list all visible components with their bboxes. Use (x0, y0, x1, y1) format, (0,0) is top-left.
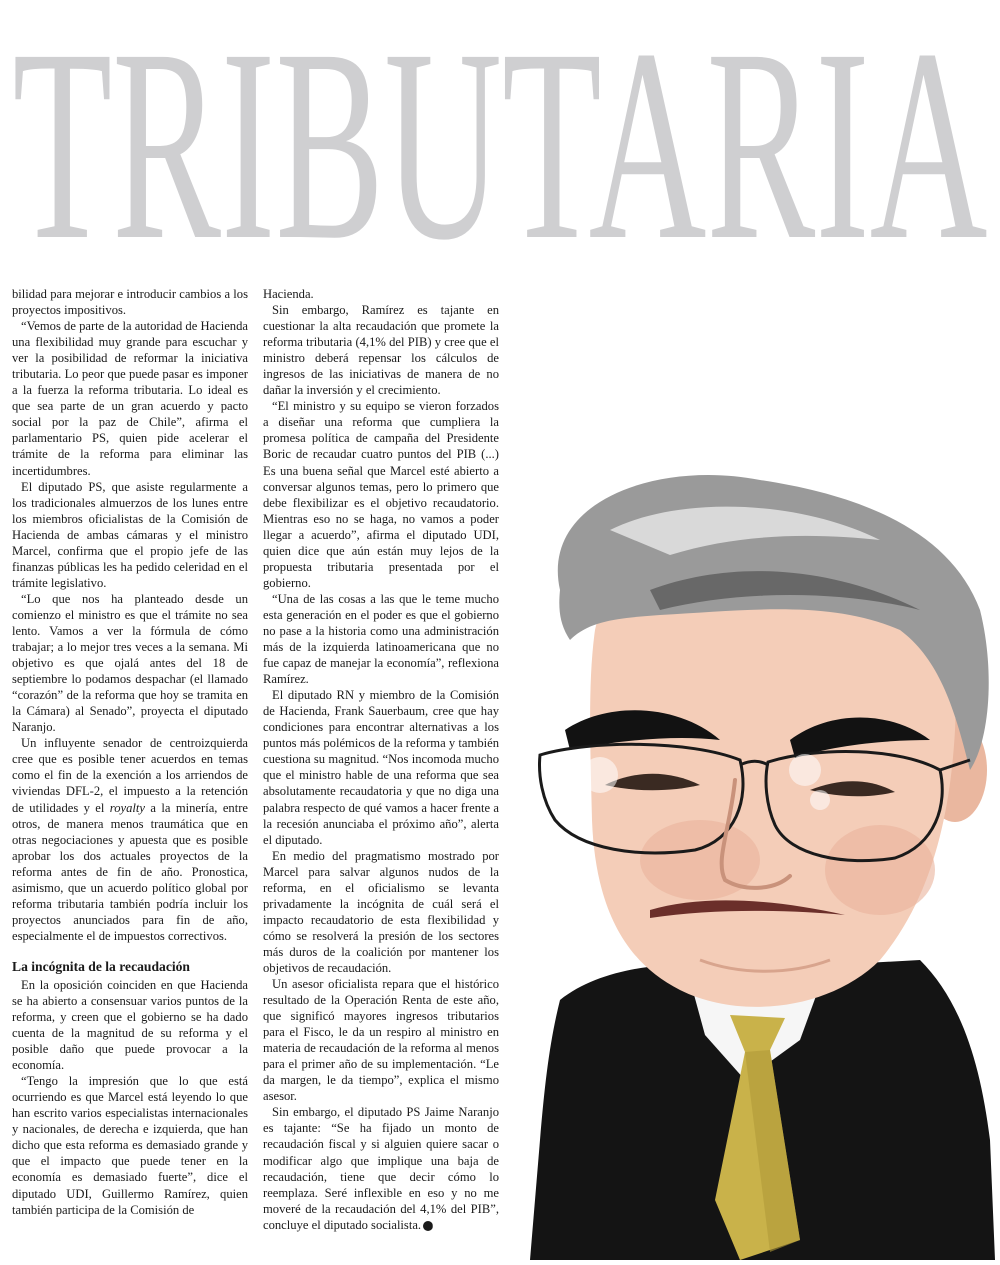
paragraph (12, 735, 248, 944)
glasses-reflection (563, 798, 587, 822)
article-column-1 (12, 286, 248, 1218)
paragraph: En la oposición coinciden en que Hacienda se ha abierto a consensuar varios puntos de la reforma, y creen que el gobierno se ha dado cuenta de la magnitud de su reforma y el posible daño que puede provocar a la economía. (12, 977, 248, 1073)
paragraph-text: Un influyente senador de centroizquierda cree que es posible tener acuerdos en temas como el fin de la exención a los arriendos de viviendas DFL-2, el impuesto a la retención de utilidades y el (12, 736, 248, 815)
emphasis-text: royalty (109, 800, 145, 815)
caricature-illustration (500, 440, 1000, 1260)
glasses-reflection (582, 757, 618, 793)
paragraph: “Vemos de parte de la autoridad de Hacienda una flexibilidad muy grande para escuchar y ver la posibilidad de reformar la iniciativa tributaria. Lo peor que puede pasar es imponer a la fuerza la reforma tributaria. Lo ideal es que sea parte de un gran acuerdo y pacto social por la paz de Chile”, afirma el parlamentario PS, quien pide acelerar el trámite de la reforma para eliminar las incertidumbres. (12, 319, 248, 478)
article-column-2 (263, 286, 499, 1233)
paragraph-text: Sin embargo, el diputado PS Jaime Naranjo es tajante: “Se ha fijado un monto de recaudación fiscal y si alguien quiere sacar o modificar algo que implique una baja de recaudación, tiene que decir cómo lo reemplaza. Seré inflexible en eso y no me moveré de la recaudación del 4,1% del PIB”, concluye el diputado socialista. (263, 1105, 499, 1232)
paragraph: Un asesor oficialista repara que el histórico resultado de la Operación Renta de este año, que significó mayores ingresos tributarios para el Fisco, le da un respiro al ministro en materia de recaudación de la reforma al menos para el primer año de su implementación. “Le da margen, le da tiempo”, explica el mismo asesor. (263, 977, 499, 1104)
paragraph: “El ministro y su equipo se vieron forzados a diseñar una reforma que cumpliera la promesa política de campaña del Presidente Boric de recaudar cuatro puntos del PIB (...) Es una buena señal que Marcel esté abierto a conversar algunos temas, pero lo primero que debe flexibilizar es el objetivo recaudatorio. Mientras eso no se haga, no vamos a poder llegar a acuerdo”, afirma el diputado UDI, quien dice que aún están muy lejos de la propuesta tributaria presentada por el gobierno. (263, 399, 499, 590)
paragraph-text: a la minería, entre otros, de manera menos traumática que en otras negociaciones y apuesta que es posible aprobar los dos actuales proyectos de la reforma antes de fin de año. Pronostica, asimismo, que un acuerdo político global por reforma tributaria también podría incluir los proyectos anunciados para fin de año, especialmente el de impuestos correctivos. (12, 800, 248, 943)
headline (0, 2, 1000, 252)
glasses-reflection (810, 790, 830, 810)
paragraph (263, 1104, 499, 1232)
glasses-reflection (789, 754, 821, 786)
paragraph: “Tengo la impresión que lo que está ocurriendo es que Marcel está leyendo lo que han escrito varios especialistas internacionales y nacionales, de derecha e izquierda, que han dicho que esta reforma es demasiado grande y que el impacto que puede tener en la economía es demasiado fuerte”, dice el diputado UDI, Guillermo Ramírez, quien también participa de la Comisión de (12, 1074, 248, 1217)
paragraph: bilidad para mejorar e introducir cambios a los proyectos impositivos. (12, 287, 248, 318)
paragraph: El diputado PS, que asiste regularmente a los tradicionales almuerzos de los lunes entre los miembros oficialistas de la Comisión de Hacienda de ambas cámaras y el ministro Marcel, confirma que el propio jefe de las finanzas públicas les ha pedido celeridad en el trámite legislativo. (12, 479, 248, 590)
paragraph: En medio del pragmatismo mostrado por Marcel para salvar algunos nudos de la reforma, en el oficialismo se levanta privadamente la incógnita de cuál será el impacto recaudatorio de esta flexibilidad y cómo se resolverá la presión de los sectores más duros de la coalición por mantener los objetivos de recaudación. (263, 848, 499, 975)
paragraph: Hacienda. (263, 287, 314, 301)
headline-text: TRIBUTARIA (12, 2, 988, 252)
end-of-article-icon: P (423, 1221, 433, 1231)
subheading: La incógnita de la recaudación (12, 958, 190, 974)
cheek-shade (825, 825, 935, 915)
paragraph: “Lo que nos ha planteado desde un comienzo el ministro es que el trámite no sea lento. Vamos a ver la fórmula de cómo trabajar; a lo mejor tres veces a la semana. Mi objetivo es que ojalá antes del 18 de septiembre lo podamos despachar (el llamado “corazón” de la reforma que hoy se tramita en la Cámara) al Senado”, proyecta el diputado Naranjo. (12, 591, 248, 735)
paragraph: “Una de las cosas a las que le teme mucho esta generación en el poder es que el gobierno no pase a la historia como una administración más de la izquierda latinoamericana que no fue capaz de manejar la economía”, reflexiona Ramírez. (263, 591, 499, 687)
paragraph: El diputado RN y miembro de la Comisión de Hacienda, Frank Sauerbaum, cree que hay condiciones para encontrar alternativas a los puntos más polémicos de la reforma y también cuestiona su magnitud. “Nos incomoda mucho que el ministro hable de una reforma que sea absolutamente recaudatoria y que no diga una palabra respecto de qué vamos a hacer frente a la recesión anunciaba el próximo año”, alerta el diputado. (263, 688, 499, 847)
paragraph: Sin embargo, Ramírez es tajante en cuestionar la alta recaudación que promete la reforma tributaria (4,1% del PIB) y cree que el ministro deberá repensar los cálculos de ingresos de las iniciativas de manera de no dañar la inversión y el crecimiento. (263, 303, 499, 398)
